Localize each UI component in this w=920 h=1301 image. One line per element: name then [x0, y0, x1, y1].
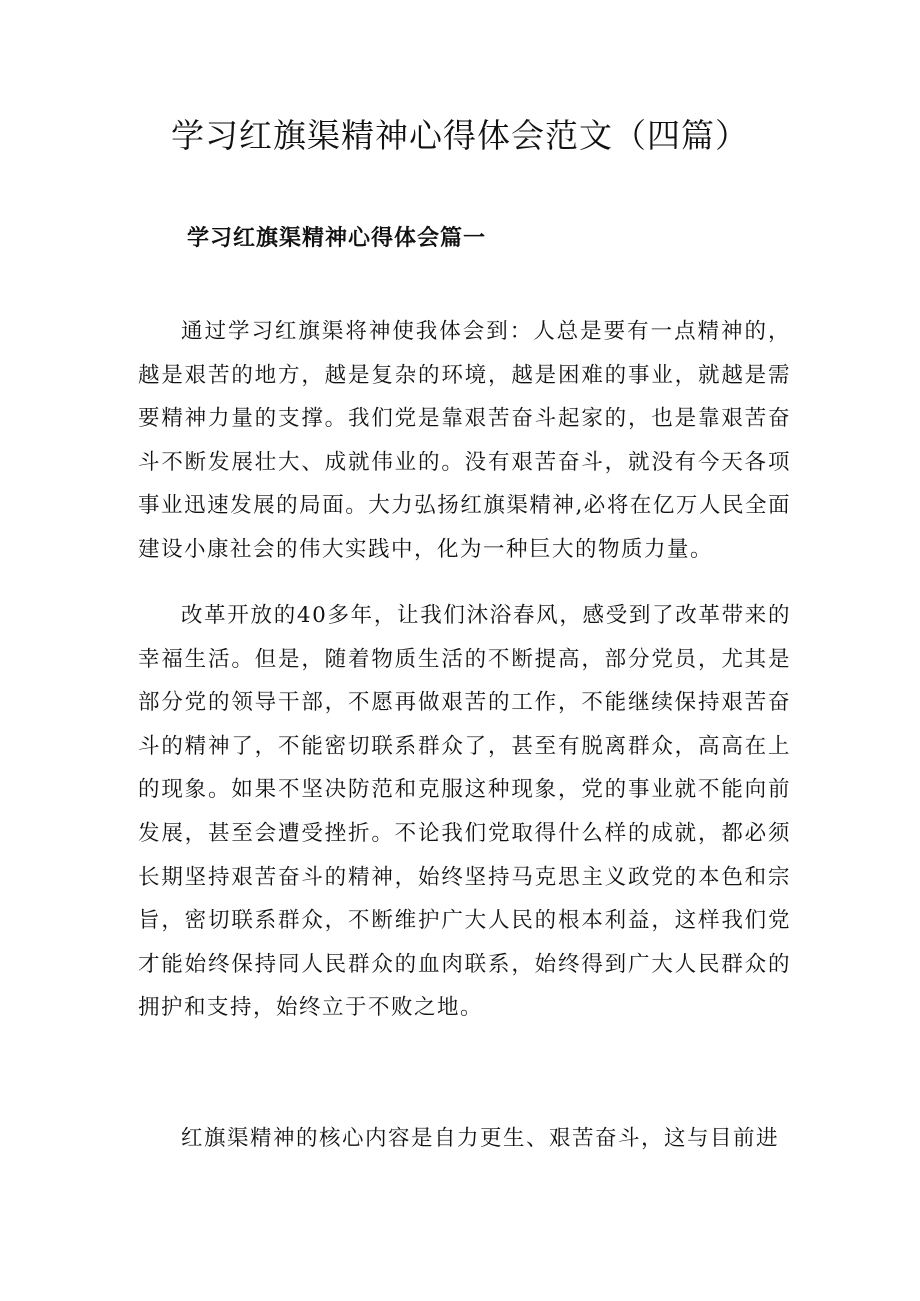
section-heading: 学习红旗渠精神心得体会篇一: [187, 225, 487, 251]
paragraph-3: 红旗渠精神的核心内容是自力更生、艰苦奋斗，这与目前进: [181, 1126, 780, 1151]
paragraph-2: 改革开放的40多年，让我们沐浴春风，感受到了改革带来的幸福生活。但是，随着物质生活的不断提高，部分党员，尤其是部分党的领导干部，不愿再做艰苦的工作，不能继续保持艰苦奋斗的精神了，不能密切联系群众了，甚至有脱离群众，高高在上的现象。如果不坚决防范和克服这种现象，党的事业就不能向前发展，甚至会遭受挫折。不论我们党取得什么样的成就，都必须长期坚持艰苦奋斗的精神，始终坚持马克思主义政党的本色和宗旨，密切联系群众，不断维护广大人民的根本利益，这样我们党才能始终保持同人民群众的血肉联系，始终得到广大人民群众的拥护和支持，始终立于不败之地。: [138, 603, 791, 1021]
document-title: 学习红旗渠精神心得体会范文（四篇）: [171, 116, 749, 155]
paragraph-1: 通过学习红旗渠将神使我体会到：人总是要有一点精神的，越是艰苦的地方，越是复杂的环境，越是困难的事业，就越是需要精神力量的支撑。我们党是靠艰苦奋斗起家的，也是靠艰苦奋斗不断发展壮大、成就伟业的。没有艰苦奋斗，就没有今天各项事业迅速发展的局面。大力弘扬红旗渠精神,必将在亿万人民全面建设小康社会的伟大实践中，化为一种巨大的物质力量。: [138, 319, 791, 562]
